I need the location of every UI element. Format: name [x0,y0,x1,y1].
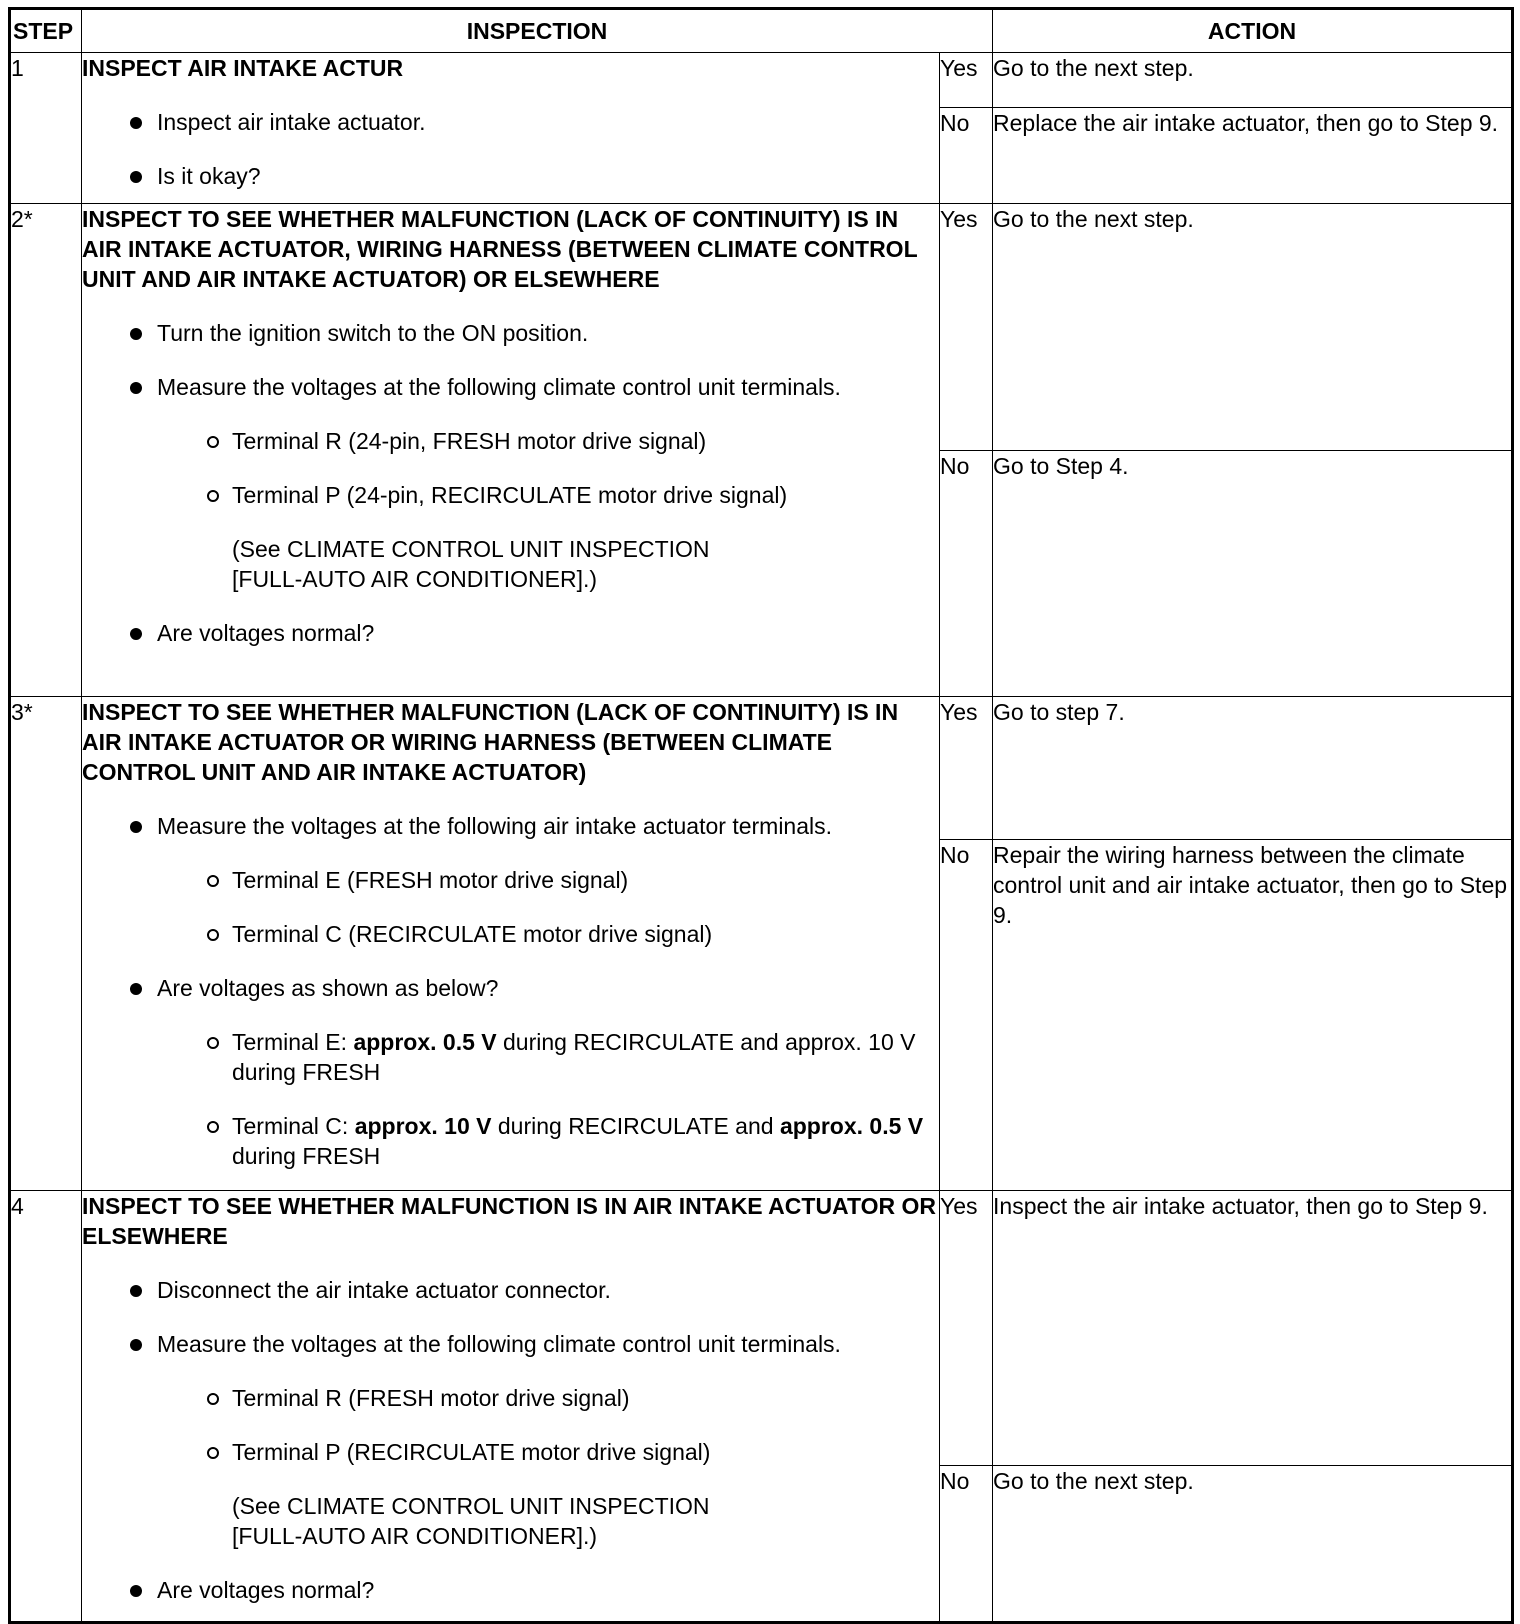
step-number: 1 [10,53,82,204]
spec-label: Terminal C: [232,1113,355,1139]
yes-action: Go to the next step. [993,204,1513,451]
step-title: INSPECT AIR INTAKE ACTUR [82,55,404,81]
no-action: Go to the next step. [993,1466,1513,1623]
bullet-item: Inspect air intake actuator. [82,107,939,137]
no-label: No [940,451,993,697]
spec-text: during FRESH [232,1143,381,1169]
header-row [10,9,1513,53]
header-action: ACTION [993,9,1513,53]
step-3-inspection [82,697,940,1191]
header-step: STEP [10,9,82,53]
header-inspection: INSPECTION [82,9,993,53]
no-action: Repair the wiring harness between the climate control unit and air intake actuator, then go to Step 9. [993,840,1513,1191]
step-1-inspection [82,53,940,204]
spec-label: Terminal E: [232,1029,354,1055]
no-label: No [940,108,993,204]
reference-note [82,534,939,594]
step-2-yes-row [10,204,1513,451]
note-line: [FULL-AUTO AIR CONDITIONER].) [232,566,598,592]
bullet-item: Measure the voltages at the following climate control unit terminals. [82,1329,939,1359]
step-3-yes-row [10,697,1513,840]
no-action: Go to Step 4. [993,451,1513,697]
spec-value: approx. 0.5 V [779,1113,924,1139]
no-action: Replace the air intake actuator, then go to Step 9. [993,108,1513,204]
troubleshooting-table [8,7,1514,1624]
spec-value: approx. 0.5 V [353,1029,497,1055]
spec-value: approx. 10 V [354,1113,492,1139]
yes-label: Yes [940,697,993,840]
spec-terminal-e [82,1027,939,1087]
yes-label: Yes [940,204,993,451]
bullet-item: Measure the voltages at the following air intake actuator terminals. [82,811,939,841]
spec-text: during RECIRCULATE and approx. 10 V during FRESH [232,1029,916,1085]
note-line: (See CLIMATE CONTROL UNIT INSPECTION [232,1493,710,1519]
yes-action: Go to step 7. [993,697,1513,840]
no-label: No [940,1466,993,1623]
step-number: 3* [10,697,82,1191]
step-2-inspection [82,204,940,697]
bullet-item: Is it okay? [82,161,939,191]
note-line: [FULL-AUTO AIR CONDITIONER].) [232,1523,598,1549]
reference-note [82,1491,939,1551]
sub-item: Terminal C (RECIRCULATE motor drive signal) [82,919,939,949]
bullet-item: Turn the ignition switch to the ON position. [82,318,939,348]
step-title: INSPECT TO SEE WHETHER MALFUNCTION IS IN AIR INTAKE ACTUATOR OR ELSEWHERE [82,1193,936,1249]
step-4-inspection [82,1191,940,1623]
spec-terminal-c [82,1111,939,1171]
step-title: INSPECT TO SEE WHETHER MALFUNCTION (LACK OF CONTINUITY) IS IN AIR INTAKE ACTUATOR, WIRING HARNESS (BETWEEN CLIMATE CONTROL UNIT AND AIR INTAKE ACTUATOR) OR ELSEWHERE [82,206,918,292]
step-1-yes-row [10,53,1513,108]
yes-label: Yes [940,53,993,108]
yes-action: Inspect the air intake actuator, then go to Step 9. [993,1191,1513,1466]
question-item: Are voltages normal? [82,1575,939,1605]
sub-item: Terminal P (24-pin, RECIRCULATE motor drive signal) [82,480,939,510]
sub-item: Terminal P (RECIRCULATE motor drive signal) [82,1437,939,1467]
yes-action: Go to the next step. [993,53,1513,108]
spec-text: during RECIRCULATE and [491,1113,780,1139]
bullet-item: Measure the voltages at the following climate control unit terminals. [82,372,939,402]
yes-label: Yes [940,1191,993,1466]
step-number: 2* [10,204,82,697]
no-label: No [940,840,993,1191]
step-4-yes-row [10,1191,1513,1466]
step-title: INSPECT TO SEE WHETHER MALFUNCTION (LACK OF CONTINUITY) IS IN AIR INTAKE ACTUATOR OR WIRING HARNESS (BETWEEN CLIMATE CONTROL UNIT AND AIR INTAKE ACTUATOR) [82,699,899,785]
sub-item: Terminal E (FRESH motor drive signal) [82,865,939,895]
question-item: Are voltages normal? [82,618,939,648]
bullet-item: Disconnect the air intake actuator connector. [82,1275,939,1305]
sub-item: Terminal R (24-pin, FRESH motor drive signal) [82,426,939,456]
question-item: Are voltages as shown as below? [82,973,939,1003]
sub-item: Terminal R (FRESH motor drive signal) [82,1383,939,1413]
step-number: 4 [10,1191,82,1623]
note-line: (See CLIMATE CONTROL UNIT INSPECTION [232,536,710,562]
